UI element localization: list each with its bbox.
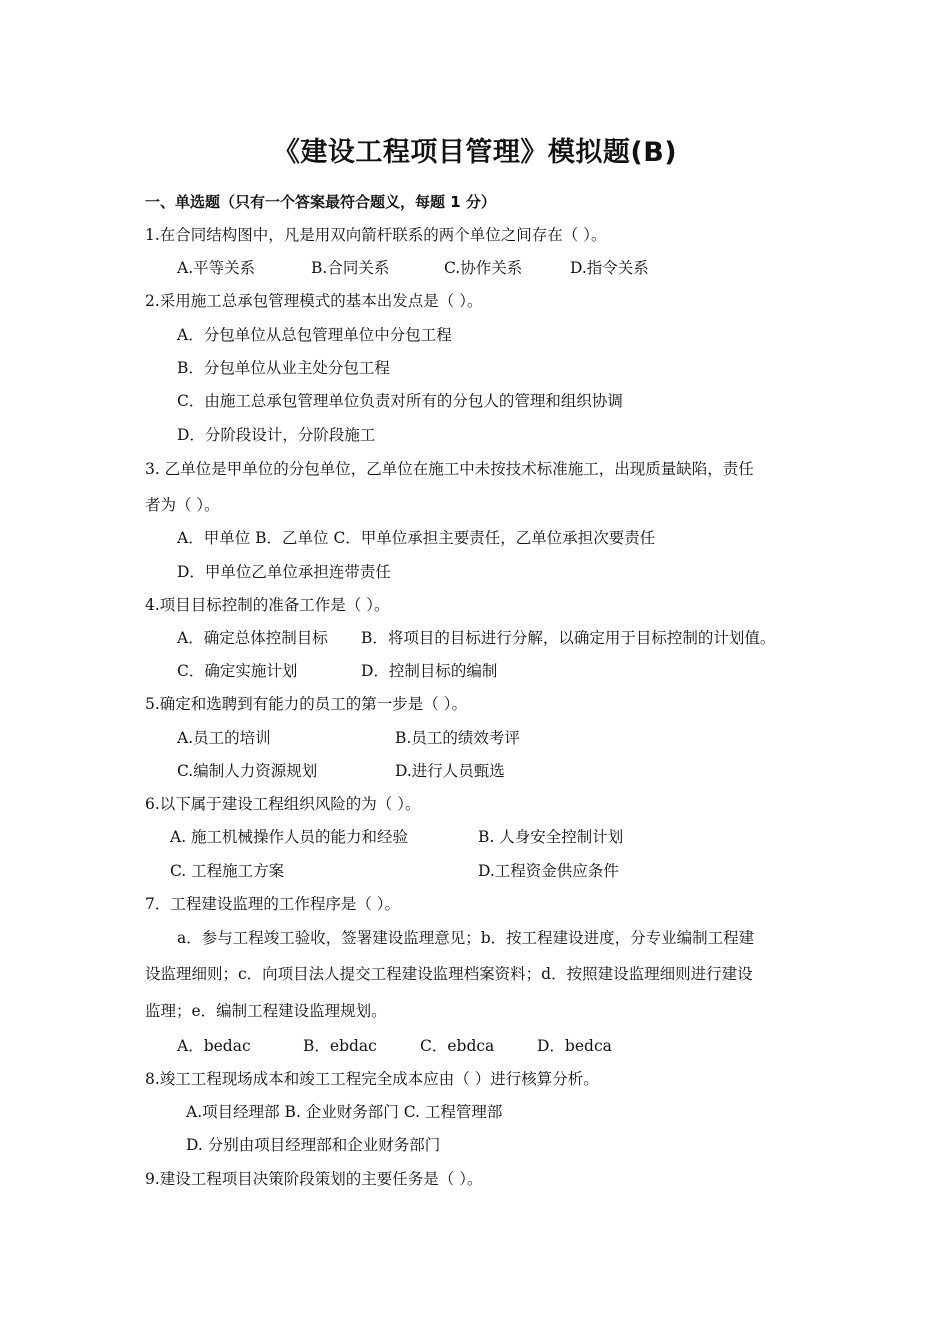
question-7-option-a: A．bedac (177, 1037, 251, 1055)
document-title: 《建设工程项目管理》模拟题(B) (272, 137, 678, 168)
question-2-stem: 2.采用施工总承包管理模式的基本出发点是（ ）。 (145, 292, 483, 310)
question-7-option-b: B．ebdac (303, 1037, 377, 1055)
question-1-option-d: D.指令关系 (570, 259, 649, 277)
question-4-option-c: C．确定实施计划 (177, 662, 298, 680)
question-4-option-d: D．控制目标的编制 (361, 662, 498, 680)
question-1-option-a: A.平等关系 (177, 259, 256, 277)
question-1-option-c: C.协作关系 (444, 259, 523, 277)
question-4-stem: 4.项目目标控制的准备工作是（ ）。 (145, 596, 390, 614)
question-5-option-b: B.员工的绩效考评 (395, 729, 520, 747)
question-9-stem: 9.建设工程项目决策阶段策划的主要任务是（ ）。 (145, 1170, 483, 1188)
section-heading: 一、单选题（只有一个答案最符合题义，每题 1 分） (145, 193, 496, 211)
question-7-stem: 7．工程建设监理的工作程序是（ ）。 (145, 895, 401, 913)
question-2-option-b: B．分包单位从业主处分包工程 (177, 359, 390, 377)
question-3-options-abc: A．甲单位 B．乙单位 C．甲单位承担主要责任，乙单位承担次要责任 (177, 529, 656, 547)
question-7-body-line2: 设监理细则；c．向项目法人提交工程建设监理档案资料；d．按照建设监理细则进行建设 (145, 965, 753, 983)
question-3-option-d: D．甲单位乙单位承担连带责任 (177, 563, 391, 581)
question-4-option-a: A．确定总体控制目标 (177, 629, 328, 647)
question-5-stem: 5.确定和选聘到有能力的员工的第一步是（ ）。 (145, 695, 467, 713)
question-8-option-d: D. 分别由项目经理部和企业财务部门 (186, 1136, 441, 1154)
question-7-option-c: C．ebdca (420, 1037, 495, 1055)
question-2-option-d: D．分阶段设计，分阶段施工 (177, 426, 376, 444)
question-2-option-a: A．分包单位从总包管理单位中分包工程 (177, 326, 452, 344)
question-7-body-line3: 监理；e．编制工程建设监理规划。 (145, 1002, 387, 1020)
question-1-option-b: B.合同关系 (311, 259, 390, 277)
question-3-stem-line1: 3. 乙单位是甲单位的分包单位，乙单位在施工中未按技术标准施工，出现质量缺陷，责任 (145, 460, 754, 478)
question-2-option-c: C．由施工总承包管理单位负责对所有的分包人的管理和组织协调 (177, 392, 623, 410)
question-5-option-c: C.编制人力资源规划 (177, 762, 318, 780)
question-5-option-a: A.员工的培训 (177, 729, 271, 747)
question-6-option-a: A. 施工机械操作人员的能力和经验 (170, 828, 409, 846)
question-5-option-d: D.进行人员甄选 (395, 762, 505, 780)
question-6-option-d: D.工程资金供应条件 (478, 862, 619, 880)
question-6-option-b: B. 人身安全控制计划 (478, 828, 624, 846)
question-8-stem: 8.竣工工程现场成本和竣工工程完全成本应由（ ）进行核算分析。 (145, 1070, 599, 1088)
question-7-body-line1: a．参与工程竣工验收，签署建设监理意见；b．按工程建设进度，分专业编制工程建 (177, 929, 755, 947)
question-6-stem: 6.以下属于建设工程组织风险的为（ ）。 (145, 795, 421, 813)
question-8-options-abc: A.项目经理部 B. 企业财务部门 C. 工程管理部 (186, 1103, 503, 1121)
question-3-stem-line2: 者为（ ）。 (145, 496, 220, 514)
question-4-option-b: B．将项目的目标进行分解，以确定用于目标控制的计划值。 (361, 629, 776, 647)
question-1-stem: 1.在合同结构图中，凡是用双向箭杆联系的两个单位之间存在（ ）。 (145, 226, 607, 244)
question-6-option-c: C. 工程施工方案 (170, 862, 285, 880)
question-7-option-d: D．bedca (537, 1037, 612, 1055)
